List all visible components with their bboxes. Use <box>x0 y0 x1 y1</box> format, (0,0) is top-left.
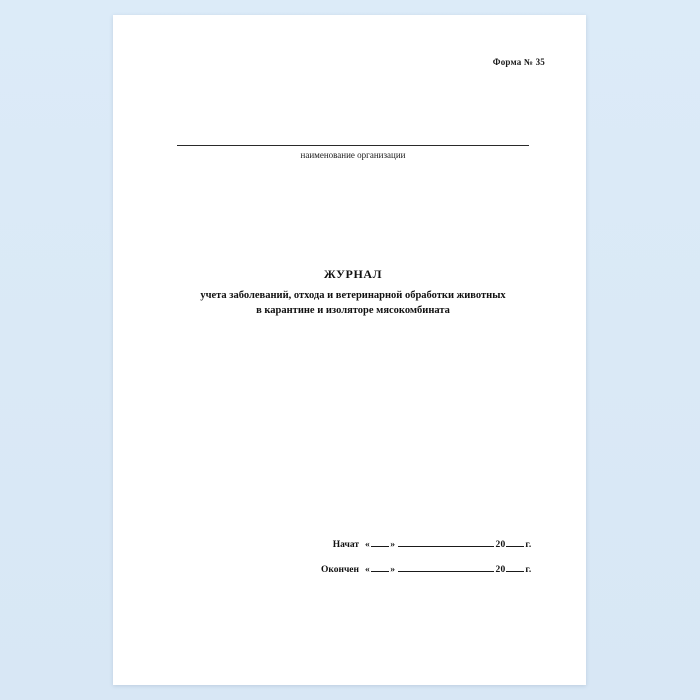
document-subtitle <box>153 288 553 318</box>
finished-year-suffix: г. <box>525 565 532 575</box>
started-row <box>303 537 563 550</box>
page-title: ЖУРНАЛ <box>323 267 383 281</box>
document-page <box>113 15 586 685</box>
finished-year-blank <box>506 562 524 572</box>
started-year-prefix: 20 <box>495 540 506 550</box>
document-subtitle-line-1: учета заболеваний, отхода и ветеринарной обработки животных <box>200 290 506 301</box>
started-month-blank <box>398 537 494 547</box>
finished-day-blank <box>371 562 389 572</box>
finished-quote-open: « <box>365 565 371 575</box>
document-footer-block <box>303 537 563 587</box>
started-year-suffix: г. <box>525 540 532 550</box>
started-quote-close: » <box>390 540 396 550</box>
organization-rule <box>177 145 529 146</box>
started-quote-open: « <box>365 540 371 550</box>
form-number: Форма № 35 <box>492 57 545 67</box>
finished-quote-close: » <box>390 565 396 575</box>
started-label: Начат <box>332 540 359 550</box>
document-title-block <box>153 267 553 318</box>
started-day-blank <box>371 537 389 547</box>
finished-year-prefix: 20 <box>495 565 506 575</box>
finished-row <box>303 562 563 575</box>
finished-month-blank <box>398 562 494 572</box>
document-subtitle-line-2: в карантине и изоляторе мясокомбината <box>256 305 450 317</box>
organization-block <box>177 145 529 160</box>
finished-label: Окончен <box>320 565 359 575</box>
organization-caption: наименование организации <box>300 150 406 160</box>
started-year-blank <box>506 537 524 547</box>
